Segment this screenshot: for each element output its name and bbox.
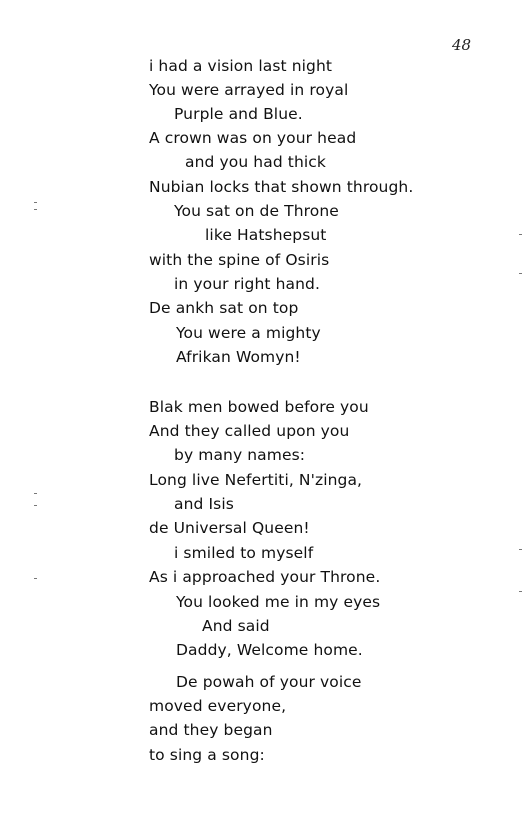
poem-line: As i approached your Throne.	[149, 568, 381, 586]
scan-speck	[519, 234, 522, 235]
page-number: 48	[452, 36, 472, 54]
scan-speck	[519, 273, 522, 274]
poem-line: You sat on de Throne	[174, 202, 339, 220]
scan-speck	[34, 505, 37, 506]
poem-line: in your right hand.	[174, 275, 320, 293]
scan-speck	[34, 202, 37, 203]
poem-line: Purple and Blue.	[174, 105, 303, 123]
poem-line: de Universal Queen!	[149, 519, 310, 537]
scan-speck	[519, 549, 522, 550]
scan-speck	[34, 578, 37, 579]
poem-line: A crown was on your head	[149, 129, 357, 147]
poem-line: And said	[202, 617, 270, 635]
poem-line: Long live Nefertiti, N'zinga,	[149, 471, 363, 489]
poem-line: and Isis	[174, 495, 234, 513]
poem-line: and you had thick	[185, 153, 326, 171]
scan-speck	[34, 209, 37, 210]
poem-line: and they began	[149, 721, 273, 739]
poem-line: i had a vision last night	[149, 57, 333, 75]
scan-speck	[519, 591, 522, 592]
poem-line: And they called upon you	[149, 422, 350, 440]
poem-line: Blak men bowed before you	[149, 398, 369, 416]
poem-line: moved everyone,	[149, 697, 287, 715]
poem-line: with the spine of Osiris	[149, 251, 330, 269]
poem-line: Nubian locks that shown through.	[149, 178, 414, 196]
poem-line: Daddy, Welcome home.	[176, 641, 363, 659]
poem-line: by many names:	[174, 446, 306, 464]
poem-line: i smiled to myself	[174, 544, 314, 562]
poem-line: to sing a song:	[149, 746, 265, 764]
scan-speck	[34, 493, 37, 494]
poem-line: You were a mighty	[176, 324, 321, 342]
poem-line: De powah of your voice	[176, 673, 362, 691]
poem-line: You were arrayed in royal	[149, 81, 349, 99]
poem-line: De ankh sat on top	[149, 299, 299, 317]
poem-line: Afrikan Womyn!	[176, 348, 301, 366]
poem-line: You looked me in my eyes	[176, 593, 381, 611]
poem-line: like Hatshepsut	[205, 226, 327, 244]
